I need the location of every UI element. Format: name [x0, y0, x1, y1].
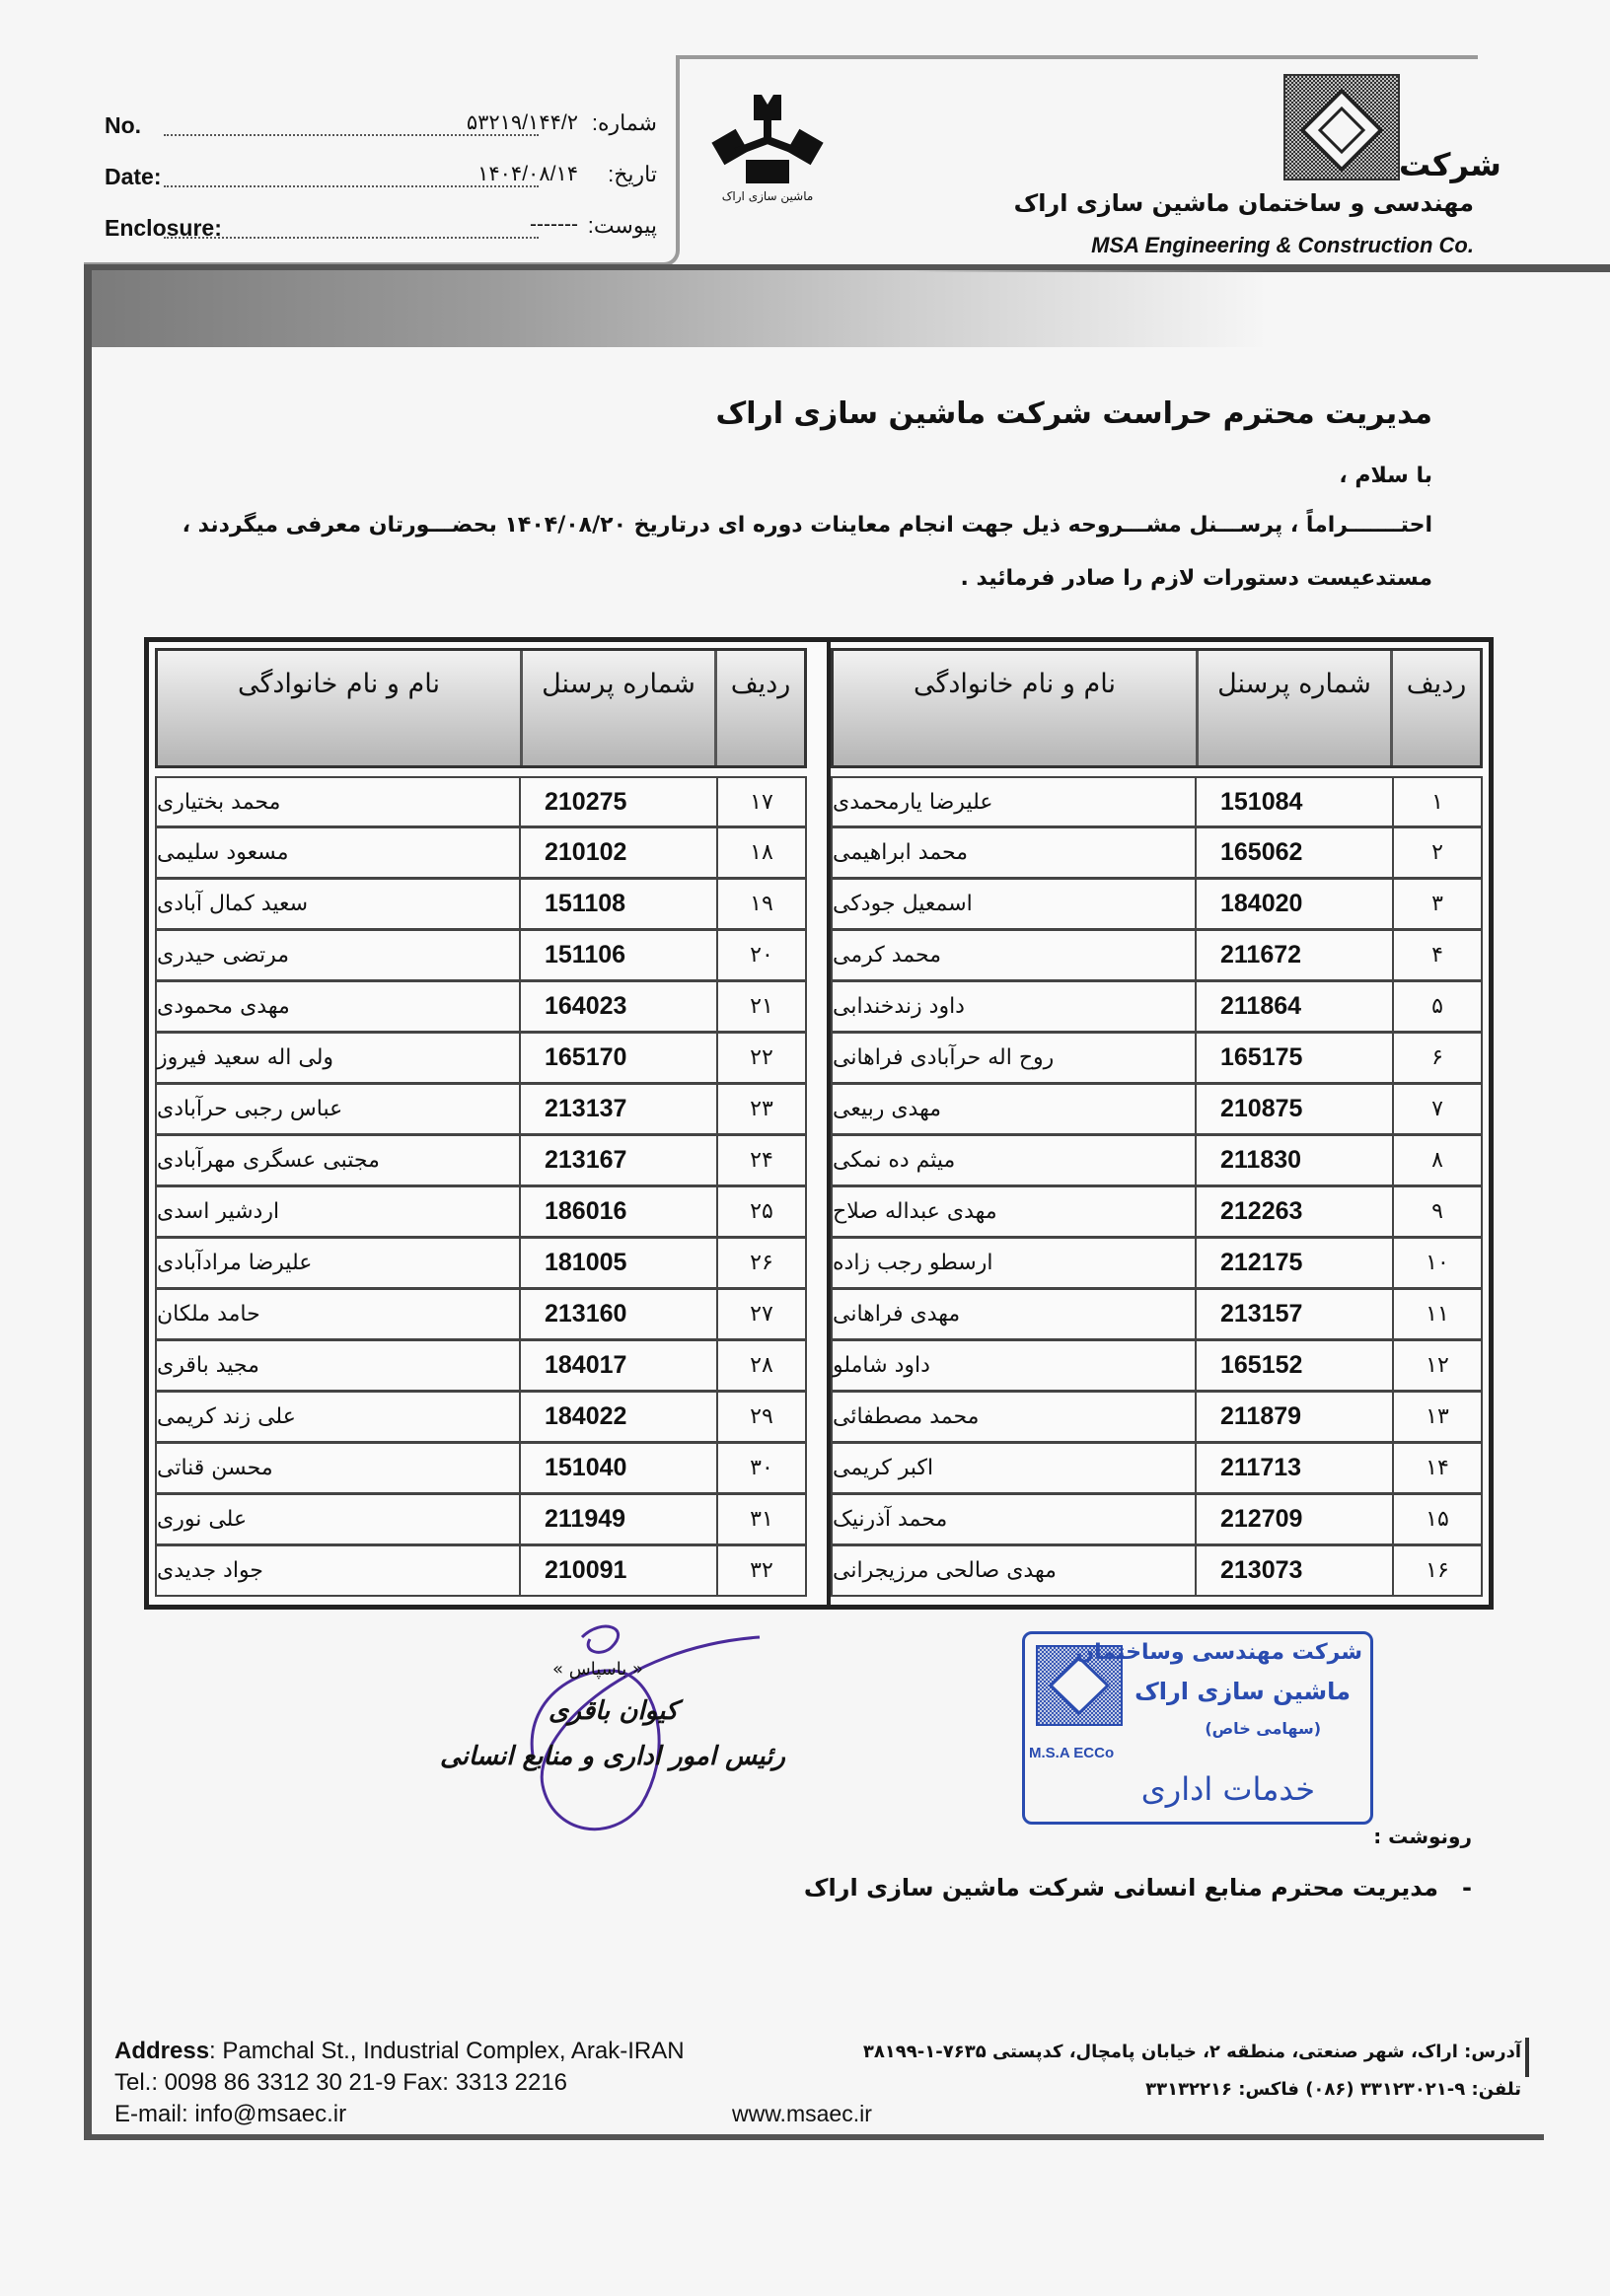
personnel-number: 213157: [1195, 1290, 1392, 1338]
stamp-line-3: (سهامی خاص): [1205, 1719, 1321, 1738]
table-row: [155, 1084, 807, 1135]
employee-name: ولی اله سعید فیروز: [157, 1045, 334, 1070]
personnel-number: 151108: [519, 880, 716, 928]
row-number: ۱۲: [1392, 1341, 1481, 1390]
stamp-line-1: شرکت مهندسی وساختمان: [1075, 1640, 1362, 1665]
table-header: [155, 648, 807, 768]
personnel-number: 210091: [519, 1546, 716, 1595]
table-right-half: [825, 642, 1489, 1605]
table-row: [155, 1033, 807, 1084]
personnel-number: 213160: [519, 1290, 716, 1338]
employee-name: مهدی محمودی: [157, 994, 290, 1019]
employee-name: مجید باقری: [157, 1353, 259, 1378]
table-row: [155, 981, 807, 1033]
personnel-number: 211713: [1195, 1444, 1392, 1492]
employee-name: محمد آذرنیک: [833, 1507, 948, 1532]
personnel-number: 211672: [1195, 931, 1392, 979]
employee-name: مهدی عبداله صلاح: [833, 1199, 997, 1224]
company-name-en: MSA Engineering & Construction Co.: [1091, 233, 1474, 257]
table-row: [831, 1033, 1483, 1084]
row-number: ۲۸: [716, 1341, 805, 1390]
page-bottom-rule: [84, 2134, 1544, 2140]
employee-name: مهدی ربیعی: [833, 1097, 942, 1121]
personnel-number: 164023: [519, 982, 716, 1031]
employee-name: عباس رجبی حرآبادی: [157, 1097, 343, 1121]
employee-name: مرتضی حیدری: [157, 943, 290, 968]
row-number: ۳۰: [716, 1444, 805, 1492]
employee-name: علیرضا مرادآبادی: [157, 1251, 313, 1275]
table-row: [155, 776, 807, 827]
row-number: ۱۱: [1392, 1290, 1481, 1338]
table-row: [831, 827, 1483, 879]
employee-name: روح اله حرآبادی فراهانی: [833, 1045, 1055, 1070]
row-number: ۸: [1392, 1136, 1481, 1184]
personnel-number: 211830: [1195, 1136, 1392, 1184]
personnel-number: 184020: [1195, 880, 1392, 928]
employee-name: اکبر کریمی: [833, 1456, 934, 1480]
letter-date-row: [105, 158, 657, 197]
footer-website: www.msaec.ir: [732, 2101, 872, 2126]
table-row: [831, 1494, 1483, 1545]
table-row: [831, 776, 1483, 827]
page-left-rule: [84, 270, 92, 2134]
company-logo: [1282, 73, 1401, 181]
footer-address-en: [114, 2038, 685, 2065]
stamp-line-4: M.S.A ECCo: [1029, 1745, 1115, 1761]
employee-name: مهدی صالحی مرزیجرانی: [833, 1558, 1057, 1583]
signer-title: رئیس امور اداری و منابع انسانی: [440, 1742, 785, 1771]
table-row: [831, 1392, 1483, 1443]
table-row: [155, 1494, 807, 1545]
header-personnel-number: شماره پرسنل: [520, 651, 717, 765]
stamp-line-2: ماشین سازی اراک: [1134, 1678, 1351, 1705]
employee-name: میثم ده نمکی: [833, 1148, 956, 1173]
personnel-number: 210275: [519, 778, 716, 825]
employee-name: سعید کمال آبادی: [157, 892, 309, 916]
personnel-number: 210875: [1195, 1085, 1392, 1133]
table-row: [155, 1238, 807, 1289]
table-row: [831, 1443, 1483, 1494]
gear-logo-icon: [706, 91, 829, 189]
employee-name: محمد مصطفائی: [833, 1404, 980, 1429]
personnel-number: 213073: [1195, 1546, 1392, 1595]
row-number: ۱۳: [1392, 1393, 1481, 1441]
paragraph-line-1: احتـــــــراماً ، پرســـنل مشـــروحه ذیل جهت انجام معاینات دوره ای درتاریخ ۱۴۰۴/۰۸/۲۰ بحضـــورتان معرفی میگردند ،: [182, 513, 1432, 538]
row-number: ۱: [1392, 778, 1481, 825]
personnel-number: 211864: [1195, 982, 1392, 1031]
table-row: [155, 879, 807, 930]
employee-name: داود زندخندابی: [833, 994, 965, 1019]
employee-name: علیرضا یارمحمدی: [833, 789, 993, 815]
row-number: ۲۶: [716, 1239, 805, 1287]
company-name-fa: مهندسی و ساختمان ماشین سازی اراک: [1013, 189, 1474, 217]
enclosure-row: [105, 209, 657, 249]
table-row: [155, 1392, 807, 1443]
employee-name: مجتبی عسگری مهرآبادی: [157, 1148, 380, 1173]
number-label-fa: شماره:: [591, 110, 657, 135]
employee-name: محمد بختیاری: [157, 789, 281, 815]
cc-dash: -: [1462, 1874, 1472, 1901]
personnel-number: 212175: [1195, 1239, 1392, 1287]
table-row: [831, 1238, 1483, 1289]
personnel-number: 210102: [519, 828, 716, 877]
footer-address-text: : Pamchal St., Industrial Complex, Arak-IRAN: [209, 2038, 685, 2064]
footer-email: E-mail: info@msaec.ir: [114, 2101, 347, 2127]
row-number: ۱۹: [716, 880, 805, 928]
personnel-number: 181005: [519, 1239, 716, 1287]
personnel-number: 151106: [519, 931, 716, 979]
personnel-number: 213167: [519, 1136, 716, 1184]
personnel-number: 165175: [1195, 1034, 1392, 1082]
thanks-text: « باسپاس »: [552, 1659, 643, 1680]
row-number: ۱۵: [1392, 1495, 1481, 1543]
letter-date: ۱۴۰۴/۰۸/۱۴: [477, 163, 578, 185]
employee-name: حامد ملکان: [157, 1302, 260, 1327]
table-row: [831, 1186, 1483, 1238]
row-number: ۹: [1392, 1187, 1481, 1236]
table-row: [831, 1289, 1483, 1340]
cc-label: رونوشت :: [1373, 1825, 1472, 1848]
personnel-number: 165062: [1195, 828, 1392, 877]
stamp-line-5: خدمات اداری: [1140, 1770, 1315, 1808]
greeting: با سلام ،: [1339, 464, 1432, 488]
table-row: [831, 1084, 1483, 1135]
row-number: ۱۰: [1392, 1239, 1481, 1287]
table-row: [831, 1135, 1483, 1186]
employee-name: علی زند کریمی: [157, 1404, 296, 1429]
table-row: [831, 879, 1483, 930]
signer-name: کیوان باقری: [549, 1696, 679, 1726]
table-row: [831, 1545, 1483, 1597]
employee-name: داود شاملو: [833, 1353, 930, 1378]
row-number: ۲۴: [716, 1136, 805, 1184]
header-full-name: نام و نام خانوادگی: [238, 669, 440, 699]
footer-address-label: Address: [114, 2038, 210, 2064]
employee-name: اردشیر اسدی: [157, 1199, 280, 1224]
table-divider: [827, 642, 831, 1605]
table-row: [155, 1135, 807, 1186]
employee-name: علی نوری: [157, 1507, 248, 1532]
row-number: ۳۲: [716, 1546, 805, 1595]
header-row-number: ردیف: [1406, 669, 1467, 699]
personnel-number: 151084: [1195, 778, 1392, 825]
enclosure-label-en: Enclosure:: [105, 215, 222, 241]
personnel-number: 212263: [1195, 1187, 1392, 1236]
footer-address-fa: آدرس: اراک، شهر صنعتی، منطقه ۲، خیابان پامچال، کدپستی ۷۶۳۵-۱-۳۸۱۹۹: [862, 2042, 1521, 2062]
paragraph-line-2: مستدعیست دستورات لازم را صادر فرمائید .: [960, 566, 1432, 591]
row-number: ۱۴: [1392, 1444, 1481, 1492]
row-number: ۲۹: [716, 1393, 805, 1441]
table-row: [155, 930, 807, 981]
row-number: ۱۸: [716, 828, 805, 877]
dotted-line: [164, 237, 539, 239]
table-left-half: [149, 642, 813, 1605]
center-logo-caption: ماشین سازی اراک: [721, 189, 814, 203]
signature-scribble: [464, 1617, 779, 1854]
row-number: ۶: [1392, 1034, 1481, 1082]
table-row: [155, 827, 807, 879]
personnel-number: 212709: [1195, 1495, 1392, 1543]
row-number: ۲۱: [716, 982, 805, 1031]
footer-bar: [1525, 2038, 1529, 2077]
personnel-number: 213137: [519, 1085, 716, 1133]
employee-name: ارسطو رجب زاده: [833, 1251, 993, 1275]
employee-name: جواد جدیدی: [157, 1558, 263, 1583]
row-number: ۲۰: [716, 931, 805, 979]
row-number: ۴: [1392, 931, 1481, 979]
row-number: ۳۱: [716, 1495, 805, 1543]
employee-name: مسعود سلیمی: [157, 840, 289, 865]
table-row: [155, 1545, 807, 1597]
personnel-number: 165170: [519, 1034, 716, 1082]
row-number: ۲۵: [716, 1187, 805, 1236]
header-rule-top: [679, 55, 1478, 59]
employee-name: محمد کرمی: [833, 943, 941, 968]
header-gray-band: [84, 270, 1268, 347]
personnel-number: 151040: [519, 1444, 716, 1492]
letter-number: ۵۳۲۱۹/۱۴۴/۲: [466, 111, 578, 134]
table-header: [831, 648, 1483, 768]
employee-name: محسن قناتی: [157, 1456, 273, 1480]
row-number: ۲۲: [716, 1034, 805, 1082]
personnel-number: 165152: [1195, 1341, 1392, 1390]
row-number: ۳: [1392, 880, 1481, 928]
enclosure-label-fa: پیوست:: [587, 213, 657, 238]
table-row: [155, 1443, 807, 1494]
header-row-number: ردیف: [730, 669, 791, 699]
personnel-number: 184017: [519, 1341, 716, 1390]
table-row: [831, 930, 1483, 981]
enclosure-value: -------: [530, 213, 578, 236]
personnel-table: [144, 637, 1494, 1610]
employee-name: محمد ابراهیمی: [833, 840, 969, 865]
table-row: [155, 1340, 807, 1392]
company-stamp: [1022, 1631, 1373, 1825]
row-number: ۵: [1392, 982, 1481, 1031]
employee-name: اسمعیل جودکی: [833, 892, 973, 916]
table-row: [831, 981, 1483, 1033]
personnel-number: 186016: [519, 1187, 716, 1236]
company-word-fa: شرکت: [1399, 146, 1501, 183]
personnel-number: 211949: [519, 1495, 716, 1543]
table-row: [155, 1289, 807, 1340]
date-label-en: Date:: [105, 164, 162, 189]
table-rows-left: [155, 776, 807, 1597]
row-number: ۲۳: [716, 1085, 805, 1133]
table-rows-right: [831, 776, 1483, 1597]
header-full-name: نام و نام خانوادگی: [914, 669, 1116, 699]
cc-item: مدیریت محترم منابع انسانی شرکت ماشین سازی اراک: [803, 1874, 1438, 1901]
company-logo-icon: [1282, 73, 1401, 181]
row-number: ۱۷: [716, 778, 805, 825]
personnel-number: 184022: [519, 1393, 716, 1441]
letter-number-row: [105, 107, 657, 146]
footer-tel-en: Tel.: 0098 86 3312 30 21-9 Fax: 3313 2216: [114, 2069, 568, 2096]
row-number: ۲۷: [716, 1290, 805, 1338]
row-number: ۱۶: [1392, 1546, 1481, 1595]
date-label-fa: تاریخ:: [608, 162, 657, 186]
footer-tel-fa: تلفن: ۹-۳۳۱۲۳۰۲۱ (۰۸۶) فاکس: ۳۳۱۳۲۲۱۶: [1145, 2079, 1521, 2100]
number-label-en: No.: [105, 112, 142, 138]
table-row: [831, 1340, 1483, 1392]
header-personnel-number: شماره پرسنل: [1196, 651, 1393, 765]
personnel-number: 211879: [1195, 1393, 1392, 1441]
employee-name: مهدی فراهانی: [833, 1302, 961, 1327]
center-logo: [706, 91, 829, 209]
row-number: ۷: [1392, 1085, 1481, 1133]
recipient: مدیریت محترم حراست شرکت ماشین سازی اراک: [715, 396, 1432, 431]
row-number: ۲: [1392, 828, 1481, 877]
table-row: [155, 1186, 807, 1238]
